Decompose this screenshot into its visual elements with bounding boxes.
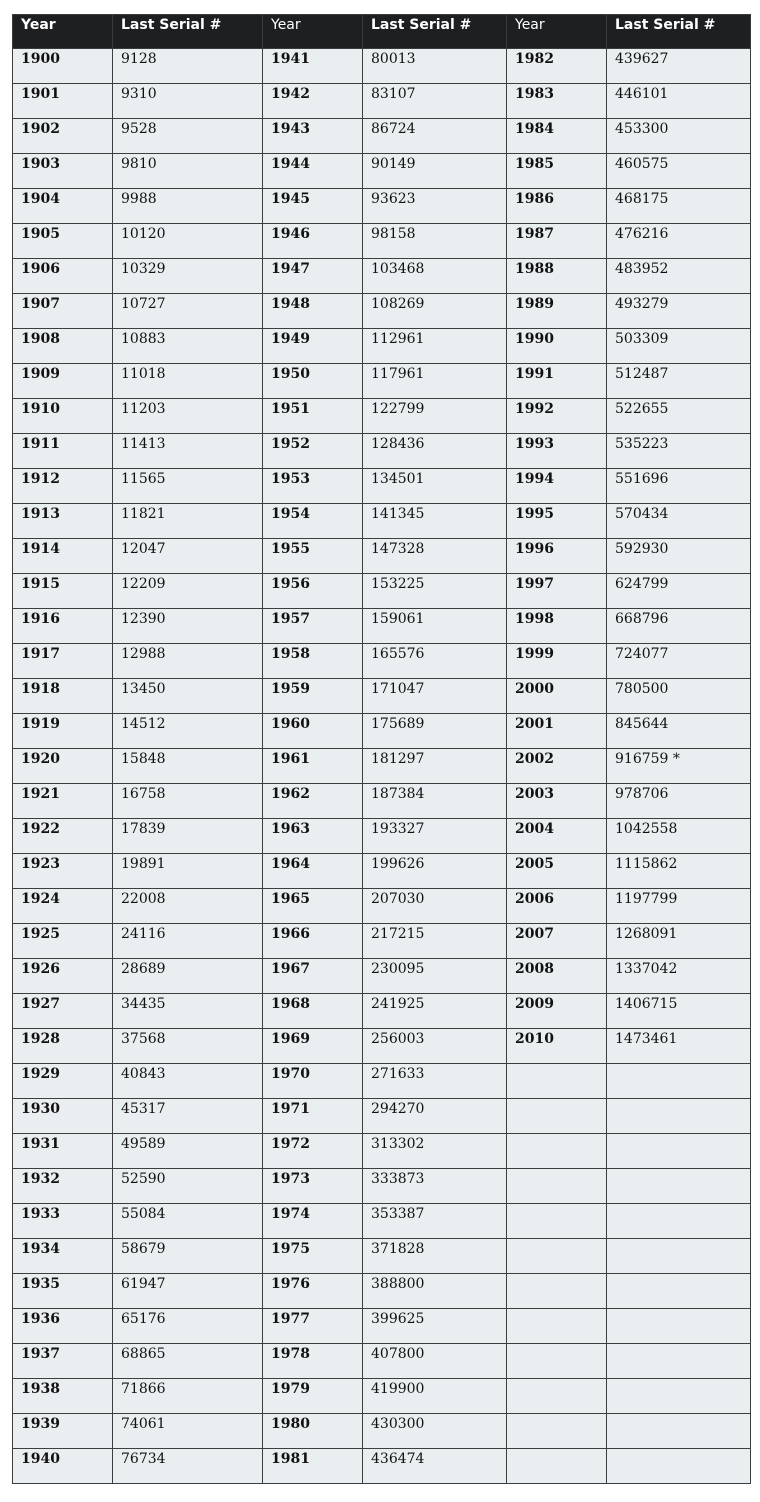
year-cell: 1900 (13, 49, 113, 84)
serial-cell: 430300 (363, 1414, 507, 1449)
serial-cell: 503309 (607, 329, 751, 364)
table-row (13, 294, 751, 329)
serial-cell: 1115862 (607, 854, 751, 889)
serial-cell: 313302 (363, 1134, 507, 1169)
year-cell: 1928 (13, 1029, 113, 1064)
serial-cell: 1042558 (607, 819, 751, 854)
serial-cell: 780500 (607, 679, 751, 714)
year-cell: 1920 (13, 749, 113, 784)
table-row (13, 49, 751, 84)
serial-cell: 181297 (363, 749, 507, 784)
serial-cell: 28689 (113, 959, 263, 994)
table-row (13, 1134, 751, 1169)
year-cell: 1956 (263, 574, 363, 609)
year-cell: 1955 (263, 539, 363, 574)
serial-cell: 103468 (363, 259, 507, 294)
year-cell: 1923 (13, 854, 113, 889)
year-cell (507, 1449, 607, 1484)
year-cell: 1967 (263, 959, 363, 994)
table-row (13, 609, 751, 644)
serial-cell: 12209 (113, 574, 263, 609)
serial-cell (607, 1344, 751, 1379)
serial-cell: 108269 (363, 294, 507, 329)
table-row (13, 504, 751, 539)
serial-cell: 65176 (113, 1309, 263, 1344)
year-cell (507, 1099, 607, 1134)
serial-cell: 14512 (113, 714, 263, 749)
serial-cell: 10329 (113, 259, 263, 294)
table-row (13, 434, 751, 469)
year-cell: 1921 (13, 784, 113, 819)
serial-cell: 17839 (113, 819, 263, 854)
serial-cell: 165576 (363, 644, 507, 679)
year-cell: 1944 (263, 154, 363, 189)
serial-cell: 9810 (113, 154, 263, 189)
year-cell: 1902 (13, 119, 113, 154)
serial-cell: 52590 (113, 1169, 263, 1204)
year-cell: 1916 (13, 609, 113, 644)
serial-cell: 175689 (363, 714, 507, 749)
year-cell: 1918 (13, 679, 113, 714)
year-cell: 2002 (507, 749, 607, 784)
serial-cell: 11203 (113, 399, 263, 434)
serial-cell: 217215 (363, 924, 507, 959)
year-cell: 1901 (13, 84, 113, 119)
year-cell (507, 1274, 607, 1309)
serial-cell: 93623 (363, 189, 507, 224)
table-row (13, 1344, 751, 1379)
year-cell: 1951 (263, 399, 363, 434)
table-body (13, 49, 751, 1484)
serial-cell: 76734 (113, 1449, 263, 1484)
serial-table-container (12, 14, 751, 1484)
year-cell: 1942 (263, 84, 363, 119)
serial-cell: 460575 (607, 154, 751, 189)
year-cell: 1991 (507, 364, 607, 399)
serial-cell: 453300 (607, 119, 751, 154)
table-row (13, 574, 751, 609)
serial-cell: 9128 (113, 49, 263, 84)
year-cell: 1977 (263, 1309, 363, 1344)
year-cell: 1960 (263, 714, 363, 749)
year-cell (507, 1379, 607, 1414)
serial-cell: 141345 (363, 504, 507, 539)
year-cell: 2008 (507, 959, 607, 994)
table-row (13, 119, 751, 154)
year-cell: 1912 (13, 469, 113, 504)
year-cell: 1927 (13, 994, 113, 1029)
serial-cell (607, 1274, 751, 1309)
year-cell: 1998 (507, 609, 607, 644)
header-row (13, 15, 751, 49)
year-cell: 1910 (13, 399, 113, 434)
year-cell: 2000 (507, 679, 607, 714)
serial-cell: 45317 (113, 1099, 263, 1134)
year-cell: 1995 (507, 504, 607, 539)
year-cell: 1996 (507, 539, 607, 574)
table-row (13, 329, 751, 364)
header-year-2: Year (263, 15, 363, 49)
serial-cell: 916759 * (607, 749, 751, 784)
serial-cell: 187384 (363, 784, 507, 819)
year-cell: 1908 (13, 329, 113, 364)
serial-cell: 24116 (113, 924, 263, 959)
serial-cell (607, 1064, 751, 1099)
table-row (13, 1414, 751, 1449)
year-cell: 1938 (13, 1379, 113, 1414)
year-cell: 1978 (263, 1344, 363, 1379)
year-cell: 1974 (263, 1204, 363, 1239)
serial-cell: 34435 (113, 994, 263, 1029)
serial-cell: 230095 (363, 959, 507, 994)
year-cell (507, 1134, 607, 1169)
year-cell: 1933 (13, 1204, 113, 1239)
year-cell: 1964 (263, 854, 363, 889)
table-row (13, 399, 751, 434)
serial-cell: 207030 (363, 889, 507, 924)
serial-cell (607, 1239, 751, 1274)
table-row (13, 714, 751, 749)
serial-cell: 80013 (363, 49, 507, 84)
serial-cell: 19891 (113, 854, 263, 889)
year-cell: 1972 (263, 1134, 363, 1169)
year-cell (507, 1414, 607, 1449)
serial-cell: 90149 (363, 154, 507, 189)
table-row (13, 1169, 751, 1204)
year-cell: 1966 (263, 924, 363, 959)
year-cell: 2001 (507, 714, 607, 749)
year-cell: 1940 (13, 1449, 113, 1484)
table-row (13, 1379, 751, 1414)
serial-cell: 512487 (607, 364, 751, 399)
year-cell: 1973 (263, 1169, 363, 1204)
serial-cell: 446101 (607, 84, 751, 119)
year-cell: 2004 (507, 819, 607, 854)
serial-cell: 624799 (607, 574, 751, 609)
year-cell: 1935 (13, 1274, 113, 1309)
year-cell (507, 1204, 607, 1239)
year-cell: 1904 (13, 189, 113, 224)
table-row (13, 679, 751, 714)
year-cell: 1983 (507, 84, 607, 119)
serial-cell: 468175 (607, 189, 751, 224)
table-row (13, 1064, 751, 1099)
year-cell: 1992 (507, 399, 607, 434)
table-row (13, 819, 751, 854)
serial-cell: 71866 (113, 1379, 263, 1414)
serial-cell: 256003 (363, 1029, 507, 1064)
serial-cell (607, 1309, 751, 1344)
table-row (13, 84, 751, 119)
year-cell: 1936 (13, 1309, 113, 1344)
header-serial-2: Last Serial # (363, 15, 507, 49)
serial-cell: 68865 (113, 1344, 263, 1379)
year-cell (507, 1169, 607, 1204)
table-row (13, 994, 751, 1029)
year-cell: 1949 (263, 329, 363, 364)
year-cell: 1957 (263, 609, 363, 644)
year-cell: 1947 (263, 259, 363, 294)
serial-cell: 49589 (113, 1134, 263, 1169)
table-row (13, 644, 751, 679)
year-cell: 1981 (263, 1449, 363, 1484)
serial-cell: 9310 (113, 84, 263, 119)
serial-cell: 353387 (363, 1204, 507, 1239)
serial-cell: 724077 (607, 644, 751, 679)
header-serial-3: Last Serial # (607, 15, 751, 49)
year-cell: 1911 (13, 434, 113, 469)
table-row (13, 1204, 751, 1239)
serial-cell: 159061 (363, 609, 507, 644)
table-row (13, 784, 751, 819)
table-row (13, 469, 751, 504)
year-cell: 1979 (263, 1379, 363, 1414)
serial-cell: 128436 (363, 434, 507, 469)
year-cell: 1922 (13, 819, 113, 854)
serial-cell (607, 1099, 751, 1134)
serial-cell: 199626 (363, 854, 507, 889)
serial-cell (607, 1169, 751, 1204)
year-cell: 1984 (507, 119, 607, 154)
table-row (13, 154, 751, 189)
header-year-1: Year (13, 15, 113, 49)
serial-cell: 1197799 (607, 889, 751, 924)
serial-cell: 147328 (363, 539, 507, 574)
year-cell (507, 1309, 607, 1344)
serial-cell: 83107 (363, 84, 507, 119)
year-cell: 1988 (507, 259, 607, 294)
year-cell: 1934 (13, 1239, 113, 1274)
serial-cell: 74061 (113, 1414, 263, 1449)
serial-cell: 978706 (607, 784, 751, 819)
table-row (13, 1274, 751, 1309)
year-cell: 1959 (263, 679, 363, 714)
year-cell: 2009 (507, 994, 607, 1029)
year-cell: 1987 (507, 224, 607, 259)
year-cell: 1976 (263, 1274, 363, 1309)
year-cell: 1968 (263, 994, 363, 1029)
year-cell: 1962 (263, 784, 363, 819)
year-cell: 1963 (263, 819, 363, 854)
serial-cell: 153225 (363, 574, 507, 609)
year-cell: 1948 (263, 294, 363, 329)
table-row (13, 1099, 751, 1134)
year-cell: 1997 (507, 574, 607, 609)
serial-cell: 193327 (363, 819, 507, 854)
year-cell: 1919 (13, 714, 113, 749)
serial-cell: 407800 (363, 1344, 507, 1379)
year-cell: 1961 (263, 749, 363, 784)
table-row (13, 854, 751, 889)
serial-cell: 11821 (113, 504, 263, 539)
serial-cell: 10883 (113, 329, 263, 364)
year-cell: 1999 (507, 644, 607, 679)
table-row (13, 924, 751, 959)
serial-cell: 10120 (113, 224, 263, 259)
table-row (13, 224, 751, 259)
year-cell: 1980 (263, 1414, 363, 1449)
year-cell (507, 1064, 607, 1099)
year-cell: 1989 (507, 294, 607, 329)
serial-cell: 294270 (363, 1099, 507, 1134)
serial-cell: 388800 (363, 1274, 507, 1309)
serial-cell: 551696 (607, 469, 751, 504)
serial-cell: 11413 (113, 434, 263, 469)
serial-cell: 439627 (607, 49, 751, 84)
table-header (13, 15, 751, 49)
serial-cell: 1473461 (607, 1029, 751, 1064)
year-cell: 1903 (13, 154, 113, 189)
serial-cell: 1406715 (607, 994, 751, 1029)
table-row (13, 1309, 751, 1344)
year-cell: 1986 (507, 189, 607, 224)
serial-cell: 419900 (363, 1379, 507, 1414)
year-cell: 1982 (507, 49, 607, 84)
serial-cell: 271633 (363, 1064, 507, 1099)
serial-cell: 570434 (607, 504, 751, 539)
serial-cell: 40843 (113, 1064, 263, 1099)
serial-cell: 117961 (363, 364, 507, 399)
header-serial-1: Last Serial # (113, 15, 263, 49)
year-cell: 1915 (13, 574, 113, 609)
serial-cell: 171047 (363, 679, 507, 714)
serial-cell: 122799 (363, 399, 507, 434)
serial-cell: 535223 (607, 434, 751, 469)
year-cell: 1971 (263, 1099, 363, 1134)
table-row (13, 1239, 751, 1274)
table-row (13, 749, 751, 784)
year-cell: 1994 (507, 469, 607, 504)
year-cell: 1945 (263, 189, 363, 224)
year-cell: 1906 (13, 259, 113, 294)
table-row (13, 189, 751, 224)
year-cell: 1905 (13, 224, 113, 259)
year-cell: 1937 (13, 1344, 113, 1379)
serial-cell: 13450 (113, 679, 263, 714)
year-cell: 1946 (263, 224, 363, 259)
year-cell: 1953 (263, 469, 363, 504)
year-cell: 1970 (263, 1064, 363, 1099)
year-cell: 2005 (507, 854, 607, 889)
serial-cell: 399625 (363, 1309, 507, 1344)
year-cell: 1909 (13, 364, 113, 399)
year-cell: 2006 (507, 889, 607, 924)
serial-cell: 476216 (607, 224, 751, 259)
year-cell: 1914 (13, 539, 113, 574)
serial-cell: 37568 (113, 1029, 263, 1064)
table-row (13, 1029, 751, 1064)
year-cell: 1969 (263, 1029, 363, 1064)
year-cell: 2003 (507, 784, 607, 819)
serial-cell: 493279 (607, 294, 751, 329)
serial-cell: 11018 (113, 364, 263, 399)
year-cell: 1954 (263, 504, 363, 539)
header-year-3: Year (507, 15, 607, 49)
table-row (13, 364, 751, 399)
serial-cell: 11565 (113, 469, 263, 504)
serial-cell: 1268091 (607, 924, 751, 959)
serial-cell: 483952 (607, 259, 751, 294)
serial-cell: 592930 (607, 539, 751, 574)
serial-cell: 522655 (607, 399, 751, 434)
year-cell: 1975 (263, 1239, 363, 1274)
year-cell: 1931 (13, 1134, 113, 1169)
year-cell: 1917 (13, 644, 113, 679)
serial-cell: 9988 (113, 189, 263, 224)
serial-cell: 668796 (607, 609, 751, 644)
year-cell: 1929 (13, 1064, 113, 1099)
year-cell: 1930 (13, 1099, 113, 1134)
serial-cell: 1337042 (607, 959, 751, 994)
year-cell: 2010 (507, 1029, 607, 1064)
serial-cell: 61947 (113, 1274, 263, 1309)
serial-cell: 98158 (363, 224, 507, 259)
serial-cell: 371828 (363, 1239, 507, 1274)
serial-cell: 12390 (113, 609, 263, 644)
table-row (13, 959, 751, 994)
year-cell (507, 1344, 607, 1379)
year-cell: 1939 (13, 1414, 113, 1449)
year-cell: 1965 (263, 889, 363, 924)
table-row (13, 889, 751, 924)
year-cell: 1993 (507, 434, 607, 469)
serial-cell (607, 1449, 751, 1484)
serial-cell (607, 1414, 751, 1449)
serial-cell (607, 1134, 751, 1169)
year-cell: 1952 (263, 434, 363, 469)
year-cell: 1926 (13, 959, 113, 994)
serial-cell: 333873 (363, 1169, 507, 1204)
year-cell: 1924 (13, 889, 113, 924)
serial-cell: 86724 (363, 119, 507, 154)
table-row (13, 1449, 751, 1484)
year-cell: 1990 (507, 329, 607, 364)
year-cell: 1941 (263, 49, 363, 84)
year-cell: 1950 (263, 364, 363, 399)
serial-cell: 58679 (113, 1239, 263, 1274)
table-row (13, 539, 751, 574)
serial-cell: 241925 (363, 994, 507, 1029)
serial-cell: 845644 (607, 714, 751, 749)
serial-cell: 12988 (113, 644, 263, 679)
year-cell: 1925 (13, 924, 113, 959)
serial-cell: 112961 (363, 329, 507, 364)
serial-cell: 9528 (113, 119, 263, 154)
serial-cell: 134501 (363, 469, 507, 504)
serial-cell: 436474 (363, 1449, 507, 1484)
year-cell: 1907 (13, 294, 113, 329)
serial-cell (607, 1204, 751, 1239)
year-cell: 2007 (507, 924, 607, 959)
year-cell: 1943 (263, 119, 363, 154)
serial-cell: 16758 (113, 784, 263, 819)
year-cell: 1985 (507, 154, 607, 189)
year-cell: 1913 (13, 504, 113, 539)
table-row (13, 259, 751, 294)
serial-cell: 15848 (113, 749, 263, 784)
serial-cell: 12047 (113, 539, 263, 574)
year-cell (507, 1239, 607, 1274)
serial-cell (607, 1379, 751, 1414)
serial-cell: 10727 (113, 294, 263, 329)
year-cell: 1958 (263, 644, 363, 679)
serial-number-table (12, 14, 751, 1484)
serial-cell: 55084 (113, 1204, 263, 1239)
year-cell: 1932 (13, 1169, 113, 1204)
serial-cell: 22008 (113, 889, 263, 924)
